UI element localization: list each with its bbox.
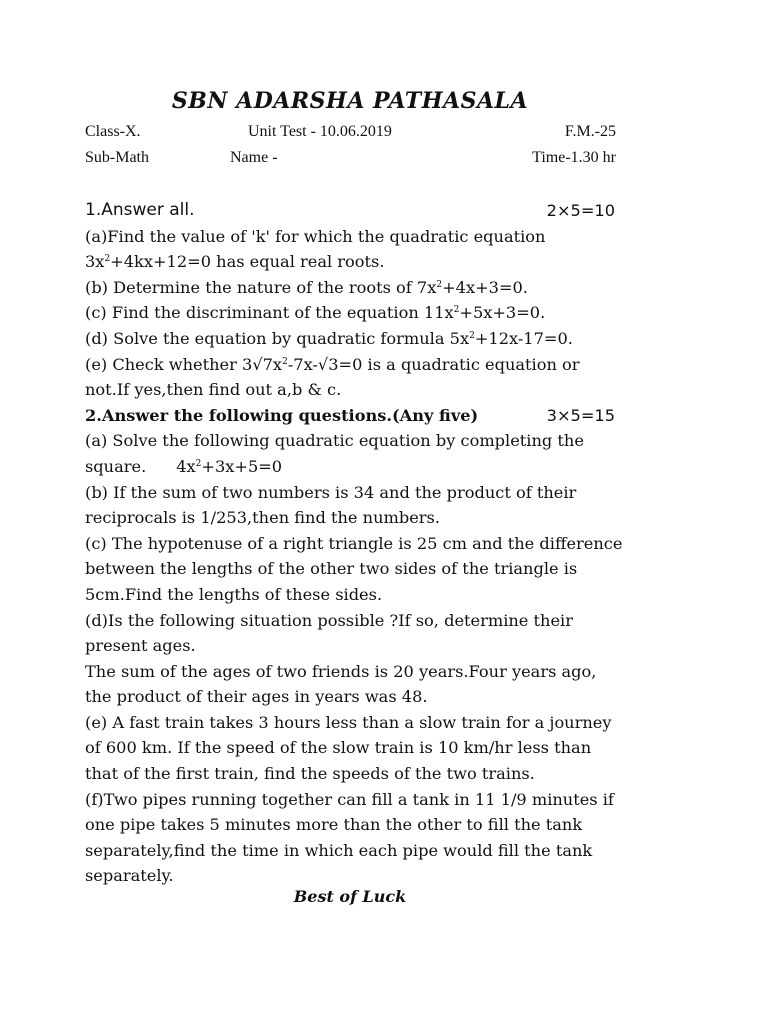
question-1a: (a)Find the value of 'k' for which the quadratic equation $3x^2+4kx+12=0$ has equal real roots. <box>85 226 546 272</box>
footer-note: Best of Luck <box>293 887 407 906</box>
section2-header <box>85 403 625 429</box>
question-1e: (e) Check whether $3√7x^2-7x-√3=0$ is a quadratic equation or not.If yes,then find out a,b & c. <box>85 354 580 400</box>
section1-marks: 2×5=10 <box>546 201 615 220</box>
question-1d: (d) Solve the equation by quadratic formula $5x^2+12x-17=0$. <box>85 328 573 348</box>
test-label: Unit Test - 10.06.2019 <box>248 123 392 140</box>
question-1c: (c) Find the discriminant of the equation $11x^2+5x+3=0$. <box>85 303 546 323</box>
question-2e: (e) A fast train takes 3 hours less than a slow train for a journey of 600 km. If the speed of the slow train is 10 km/hr less than that of the first train, find the speeds of the two trains. <box>85 712 612 784</box>
question-2d-text: The sum of the ages of two friends is 20 years.Four years ago, the product of their ages in years was 48. <box>85 661 597 707</box>
question-2a: (a) Solve the following quadratic equation by completing the square. $4x^2+3x+5=0$ <box>85 431 584 476</box>
section1-header <box>85 198 625 224</box>
section2-heading: 2.Answer the following questions.(Any five) <box>85 405 479 425</box>
questions-body <box>85 198 625 889</box>
question-2d-intro: (d)Is the following situation possible ?If so, determine their present ages. <box>85 610 573 656</box>
question-2b: (b) If the sum of two numbers is 34 and the product of their reciprocals is 1/253,then find the numbers. <box>85 482 577 528</box>
school-title: SBN ADARSHA PATHASALA <box>171 88 529 114</box>
section2-marks: 3×5=15 <box>546 405 615 425</box>
section1-heading: 1.Answer all. <box>85 200 195 220</box>
class-label: Class-X. <box>85 123 141 140</box>
question-2f: (f)Two pipes running together can fill a tank in 11 1/9 minutes if one pipe takes 5 minutes more than the other to fill the tank separately,find the time in which each pipe would fill the tank separately. <box>85 789 614 886</box>
subject-label: Sub-Math <box>85 149 149 166</box>
name-label: Name - <box>230 149 278 166</box>
time-label: Time-1.30 hr <box>532 149 616 166</box>
question-1b: (b) Determine the nature of the roots of $7x^2+4x+3=0$. <box>85 277 528 297</box>
full-marks-label: F.M.-25 <box>564 123 616 140</box>
question-2c: (c) The hypotenuse of a right triangle is 25 cm and the difference between the lengths of the other two sides of the triangle is 5cm.Find the lengths of these sides. <box>85 533 623 604</box>
